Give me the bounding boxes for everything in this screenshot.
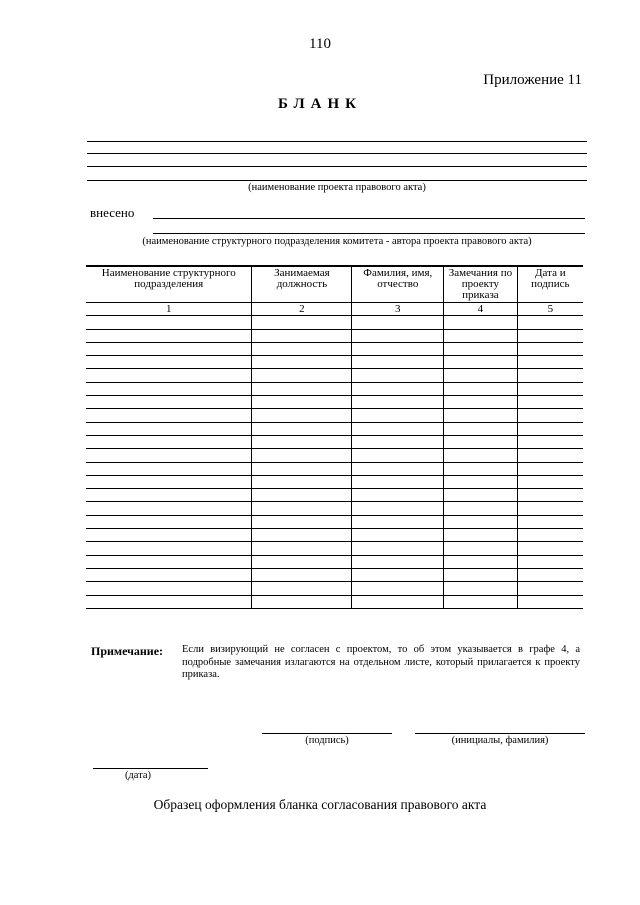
table-cell[interactable] (86, 489, 252, 502)
signature-line[interactable] (262, 733, 392, 734)
table-row (86, 409, 583, 422)
table-row (86, 382, 583, 395)
table-cell[interactable] (252, 489, 352, 502)
table-cell[interactable] (352, 435, 444, 448)
date-caption: (дата) (124, 770, 152, 781)
table-cell[interactable] (252, 316, 352, 329)
table-cell[interactable] (252, 595, 352, 608)
column-number: 2 (252, 303, 352, 316)
column-number: 3 (352, 303, 444, 316)
table-row (86, 489, 583, 502)
table-cell[interactable] (86, 502, 252, 515)
column-header-remarks: Замечания по проекту приказа (444, 266, 517, 303)
project-name-line-4[interactable] (87, 180, 587, 181)
table-cell[interactable] (86, 382, 252, 395)
column-number: 4 (444, 303, 517, 316)
table-cell[interactable] (352, 462, 444, 475)
table-cell[interactable] (444, 502, 517, 515)
table-row (86, 529, 583, 542)
name-line[interactable] (415, 733, 585, 734)
table-row (86, 595, 583, 608)
table-cell[interactable] (86, 555, 252, 568)
table-cell[interactable] (86, 396, 252, 409)
table-cell[interactable] (86, 422, 252, 435)
table-cell[interactable] (252, 356, 352, 369)
table-cell[interactable] (352, 316, 444, 329)
table-cell[interactable] (352, 515, 444, 528)
table-cell[interactable] (252, 396, 352, 409)
submitted-line-2[interactable] (153, 233, 585, 234)
table-cell[interactable] (352, 595, 444, 608)
name-caption: (инициалы, фамилия) (451, 735, 549, 746)
column-number-row (86, 303, 583, 316)
table-cell[interactable] (444, 329, 517, 342)
table-row (86, 356, 583, 369)
table-cell[interactable] (352, 475, 444, 488)
project-name-line-3[interactable] (87, 166, 587, 167)
table-cell[interactable] (517, 369, 583, 382)
table-cell[interactable] (352, 409, 444, 422)
submitted-line-1[interactable] (153, 218, 585, 219)
table-cell[interactable] (86, 409, 252, 422)
table-cell[interactable] (444, 595, 517, 608)
column-number: 1 (86, 303, 252, 316)
table-cell[interactable] (517, 435, 583, 448)
note-label: Примечание: (91, 644, 164, 658)
table-cell[interactable] (352, 582, 444, 595)
table-cell[interactable] (517, 489, 583, 502)
table-cell[interactable] (517, 356, 583, 369)
table-cell[interactable] (252, 475, 352, 488)
table-cell[interactable] (352, 422, 444, 435)
table-cell[interactable] (86, 529, 252, 542)
table-cell[interactable] (444, 462, 517, 475)
form-title: БЛАНК (277, 96, 363, 112)
table-cell[interactable] (517, 316, 583, 329)
column-number: 5 (517, 303, 583, 316)
table-cell[interactable] (252, 342, 352, 355)
table-cell[interactable] (444, 568, 517, 581)
table-cell[interactable] (86, 369, 252, 382)
table-cell[interactable] (352, 396, 444, 409)
table-cell[interactable] (517, 422, 583, 435)
appendix-label: Приложение 11 (483, 72, 582, 88)
table-cell[interactable] (444, 342, 517, 355)
table-row (86, 422, 583, 435)
table-cell[interactable] (86, 595, 252, 608)
table-cell[interactable] (352, 329, 444, 342)
table-cell[interactable] (252, 529, 352, 542)
table-cell[interactable] (444, 449, 517, 462)
table-cell[interactable] (444, 529, 517, 542)
approval-table (86, 265, 583, 609)
table-row (86, 555, 583, 568)
table-cell[interactable] (444, 356, 517, 369)
note-text: Если визирующий не согласен с проектом, то об этом указывается в графе 4, а подробные замечания излагаются на отдельном листе, который прилагается к проекту приказа. (182, 644, 580, 680)
table-cell[interactable] (252, 555, 352, 568)
table-cell[interactable] (517, 382, 583, 395)
table-cell[interactable] (517, 475, 583, 488)
table-cell[interactable] (252, 462, 352, 475)
table-cell[interactable] (444, 582, 517, 595)
table-header-row (86, 266, 583, 303)
table-cell[interactable] (352, 529, 444, 542)
table-cell[interactable] (352, 369, 444, 382)
table-cell[interactable] (444, 422, 517, 435)
table-cell[interactable] (444, 316, 517, 329)
table-cell[interactable] (86, 568, 252, 581)
submitted-label: внесено (90, 205, 135, 220)
table-cell[interactable] (252, 422, 352, 435)
table-row (86, 475, 583, 488)
table-row (86, 329, 583, 342)
table-cell[interactable] (444, 475, 517, 488)
table-row (86, 462, 583, 475)
table-cell[interactable] (444, 489, 517, 502)
column-header-date-signature: Дата и подпись (517, 266, 583, 303)
table-cell[interactable] (252, 435, 352, 448)
table-row (86, 435, 583, 448)
signature-caption: (подпись) (305, 735, 349, 746)
column-header-department: Наименование структурного подразделения (86, 266, 252, 303)
table-cell[interactable] (444, 542, 517, 555)
table-cell[interactable] (86, 435, 252, 448)
table-cell[interactable] (444, 382, 517, 395)
table-cell[interactable] (517, 449, 583, 462)
table-cell[interactable] (517, 529, 583, 542)
table-row (86, 502, 583, 515)
table-cell[interactable] (252, 369, 352, 382)
table-cell[interactable] (517, 568, 583, 581)
table-cell[interactable] (352, 382, 444, 395)
table-cell[interactable] (352, 568, 444, 581)
table-row (86, 342, 583, 355)
table-cell[interactable] (86, 475, 252, 488)
table-cell[interactable] (352, 449, 444, 462)
table-cell[interactable] (517, 329, 583, 342)
table-cell[interactable] (444, 555, 517, 568)
table-cell[interactable] (352, 502, 444, 515)
table-cell[interactable] (352, 356, 444, 369)
table-row (86, 449, 583, 462)
table-cell[interactable] (252, 568, 352, 581)
table-cell[interactable] (86, 462, 252, 475)
table-cell[interactable] (517, 396, 583, 409)
column-header-position: Занимаемая должность (252, 266, 352, 303)
project-name-line-1[interactable] (87, 141, 587, 142)
table-cell[interactable] (86, 329, 252, 342)
table-cell[interactable] (444, 396, 517, 409)
footer-caption: Образец оформления бланка согласования правового акта (153, 797, 487, 812)
page-number: 110 (309, 36, 331, 52)
table-cell[interactable] (517, 515, 583, 528)
table-cell[interactable] (86, 449, 252, 462)
table-cell[interactable] (517, 555, 583, 568)
table-cell[interactable] (86, 542, 252, 555)
table-cell[interactable] (517, 342, 583, 355)
table-cell[interactable] (86, 582, 252, 595)
table-row (86, 396, 583, 409)
table-row (86, 568, 583, 581)
table-cell[interactable] (86, 316, 252, 329)
table-row (86, 542, 583, 555)
table-cell[interactable] (444, 369, 517, 382)
table-cell[interactable] (444, 515, 517, 528)
project-name-caption: (наименование проекта правового акта) (248, 182, 426, 193)
table-cell[interactable] (252, 582, 352, 595)
table-cell[interactable] (86, 356, 252, 369)
table-cell[interactable] (252, 502, 352, 515)
table-cell[interactable] (352, 542, 444, 555)
table-row (86, 369, 583, 382)
table-cell[interactable] (252, 515, 352, 528)
date-line[interactable] (93, 768, 208, 769)
table-cell[interactable] (517, 595, 583, 608)
table-cell[interactable] (252, 542, 352, 555)
table-cell[interactable] (517, 582, 583, 595)
column-header-full-name: Фамилия, имя, отчество (352, 266, 444, 303)
table-cell[interactable] (252, 329, 352, 342)
table-cell[interactable] (517, 542, 583, 555)
table-cell[interactable] (517, 462, 583, 475)
table-row (86, 515, 583, 528)
table-cell[interactable] (444, 435, 517, 448)
table-cell[interactable] (252, 382, 352, 395)
table-row (86, 582, 583, 595)
table-cell[interactable] (86, 515, 252, 528)
table-cell[interactable] (444, 409, 517, 422)
table-cell[interactable] (352, 342, 444, 355)
submitted-caption: (наименование структурного подразделения комитета - автора проекта правового акта) (142, 236, 532, 247)
table-cell[interactable] (352, 555, 444, 568)
table-cell[interactable] (252, 409, 352, 422)
table-cell[interactable] (517, 502, 583, 515)
table-cell[interactable] (517, 409, 583, 422)
project-name-line-2[interactable] (87, 153, 587, 154)
table-cell[interactable] (86, 342, 252, 355)
table-cell[interactable] (352, 489, 444, 502)
table-row (86, 316, 583, 329)
table-cell[interactable] (252, 449, 352, 462)
